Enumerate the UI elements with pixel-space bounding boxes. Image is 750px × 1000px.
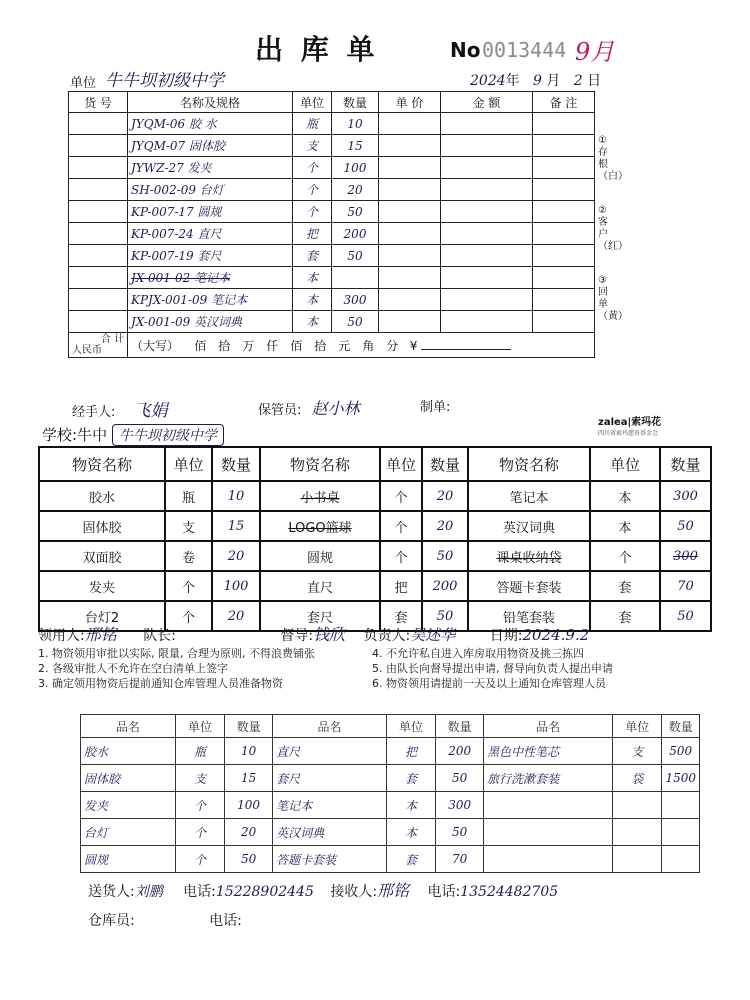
material-unit: 个 (165, 601, 212, 631)
slip-row (69, 223, 595, 245)
slip-price (379, 201, 441, 223)
form-school: 学校:牛中 牛牛坝初级中学 (42, 424, 224, 446)
materials-header: 数量 (212, 447, 260, 481)
slip-amount (441, 157, 533, 179)
slip-header: 货 号 (69, 92, 128, 113)
slip-qty: 100 (332, 157, 379, 179)
slip-note (533, 135, 595, 157)
slip-price (379, 157, 441, 179)
slip-unit: 把 (293, 223, 332, 245)
material-qty: 50 (422, 601, 468, 631)
material-unit: 个 (380, 511, 422, 541)
delivery-item-name (484, 846, 613, 873)
slip-date-year: 2024 (470, 73, 506, 89)
material-name: 双面胶 (39, 541, 165, 571)
slip-month-mark: 9月 (575, 38, 615, 66)
school-handwritten: 牛牛坝初级中学 (112, 424, 224, 446)
rule-item: 3. 确定领用物资后提前通知仓库管理人员准备物资 (38, 677, 283, 690)
slip-total-label: 合 计 人民币 (69, 333, 128, 358)
delivery-qty: 70 (436, 846, 484, 873)
material-qty: 50 (660, 511, 711, 541)
slip-note (533, 289, 595, 311)
slip-side-notes (598, 135, 628, 345)
slip-header: 名称及规格 (128, 92, 293, 113)
slip-code (69, 267, 128, 289)
slip-note (533, 223, 595, 245)
slip-qty: 20 (332, 179, 379, 201)
slip-price (379, 311, 441, 333)
slip-amount (441, 179, 533, 201)
delivery-qty: 50 (436, 765, 484, 792)
delivery-qty: 200 (436, 738, 484, 765)
delivery-unit: 支 (613, 738, 662, 765)
slip-amount (441, 267, 533, 289)
slip-price (379, 267, 441, 289)
delivery-item-name: 直尺 (273, 738, 387, 765)
slip-date: 2024年 9 月 2 日 (470, 73, 602, 89)
slip-handler: 经手人: 飞娟 (72, 401, 168, 421)
delivery-row (81, 738, 700, 765)
delivery-item-name: 发夹 (81, 792, 176, 819)
delivery-header: 数量 (662, 715, 700, 738)
material-name: 答题卡套装 (468, 571, 590, 601)
slip-price (379, 223, 441, 245)
delivery-item-name: 笔记本 (273, 792, 387, 819)
delivery-qty: 50 (225, 846, 273, 873)
slip-row (69, 113, 595, 135)
slip-table (68, 91, 595, 358)
slip-maker: 制单: (420, 400, 451, 415)
slip-code (69, 201, 128, 223)
material-qty: 20 (422, 511, 468, 541)
material-unit: 套 (590, 571, 660, 601)
material-unit: 卷 (165, 541, 212, 571)
material-unit: 个 (590, 541, 660, 571)
delivery-unit: 袋 (613, 765, 662, 792)
delivery-item-name (484, 819, 613, 846)
total-underline (421, 349, 511, 350)
material-name: 台灯2 (39, 601, 165, 631)
materials-header: 单位 (380, 447, 422, 481)
slip-header-row (69, 92, 595, 113)
material-name: 英汉词典 (468, 511, 590, 541)
material-name: 直尺 (260, 571, 380, 601)
form-signatures: 领用人:邢铭 队长: 督导:钱欣 负责人:吴述华 日期:2024.9.2 (38, 625, 590, 644)
slip-header: 金 额 (441, 92, 533, 113)
delivery-unit (613, 819, 662, 846)
material-name: 固体胶 (39, 511, 165, 541)
rule-item: 6. 物资领用请提前一天及以上通知仓库管理人员 (372, 677, 606, 690)
delivery-item-name (484, 792, 613, 819)
material-name: 笔记本 (468, 481, 590, 511)
slip-code (69, 289, 128, 311)
delivery-qty: 15 (225, 765, 273, 792)
delivery-header: 单位 (175, 715, 224, 738)
slip-row (69, 267, 595, 289)
slip-qty: 15 (332, 135, 379, 157)
material-qty: 20 (212, 541, 260, 571)
delivery-item-name: 英汉词典 (273, 819, 387, 846)
slip-unit: 瓶 (293, 113, 332, 135)
material-name: 圆规 (260, 541, 380, 571)
materials-header: 物资名称 (39, 447, 165, 481)
slip-amount (441, 245, 533, 267)
slip-item-name: KP-007-17 圆规 (128, 201, 293, 223)
delivery-item-name: 固体胶 (81, 765, 176, 792)
material-name: 胶水 (39, 481, 165, 511)
slip-qty: 50 (332, 311, 379, 333)
material-qty: 100 (212, 571, 260, 601)
slip-price (379, 289, 441, 311)
slip-unit: 个 (293, 157, 332, 179)
material-qty: 20 (422, 481, 468, 511)
rule-item: 2. 各级审批人不允许在空白清单上签字 (38, 662, 228, 675)
slip-qty: 10 (332, 113, 379, 135)
material-unit: 支 (165, 511, 212, 541)
delivery-qty: 100 (225, 792, 273, 819)
slip-amount (441, 135, 533, 157)
slip-note (533, 179, 595, 201)
material-qty: 15 (212, 511, 260, 541)
slip-note (533, 201, 595, 223)
slip-unit: 套 (293, 245, 332, 267)
delivery-header: 品名 (273, 715, 387, 738)
slip-row (69, 289, 595, 311)
delivery-header: 品名 (484, 715, 613, 738)
slip-code (69, 135, 128, 157)
delivery-qty: 10 (225, 738, 273, 765)
slip-amount (441, 223, 533, 245)
slip-code (69, 311, 128, 333)
warehouse-line: 仓库员: 电话: (88, 913, 242, 929)
material-unit: 套 (590, 601, 660, 631)
slip-qty (332, 267, 379, 289)
slip-qty: 300 (332, 289, 379, 311)
slip-item-name: JX-001-02 笔记本 (128, 267, 293, 289)
delivery-row (81, 765, 700, 792)
slip-qty: 200 (332, 223, 379, 245)
rule-item: 4. 不允许私自进入库房取用物资及挑三拣四 (372, 647, 584, 660)
slip-total-row (69, 333, 595, 358)
slip-note (533, 311, 595, 333)
slip-row (69, 157, 595, 179)
material-name: 套尺 (260, 601, 380, 631)
delivery-item-name: 黑色中性笔芯 (484, 738, 613, 765)
slip-header: 单位 (293, 92, 332, 113)
slip-unit: 个 (293, 201, 332, 223)
slip-price (379, 245, 441, 267)
delivery-signatures: 送货人:刘鹏 电话:15228902445 接收人:邢铭 电话:13524482705 (88, 881, 559, 900)
delivery-unit: 个 (175, 846, 224, 873)
slip-item-name: SH-002-09 台灯 (128, 179, 293, 201)
delivery-unit: 个 (175, 819, 224, 846)
slip-unit: 个 (293, 179, 332, 201)
material-name: 课桌收纳袋 (468, 541, 590, 571)
slip-qty: 50 (332, 245, 379, 267)
delivery-qty (662, 846, 700, 873)
slip-header: 数量 (332, 92, 379, 113)
slip-note (533, 245, 595, 267)
material-qty: 300 (660, 541, 711, 571)
slip-code (69, 113, 128, 135)
material-qty: 10 (212, 481, 260, 511)
delivery-unit: 本 (386, 792, 435, 819)
delivery-item-name: 答题卡套装 (273, 846, 387, 873)
materials-row (39, 481, 711, 511)
slip-code (69, 157, 128, 179)
slip-note (533, 157, 595, 179)
slip-unit: 本 (293, 289, 332, 311)
slip-header: 备 注 (533, 92, 595, 113)
slip-code (69, 179, 128, 201)
delivery-unit: 本 (386, 819, 435, 846)
materials-header: 物资名称 (468, 447, 590, 481)
material-qty: 70 (660, 571, 711, 601)
slip-number: 0013444 (482, 38, 567, 62)
delivery-qty: 1500 (662, 765, 700, 792)
delivery-header: 单位 (386, 715, 435, 738)
slip-unit: 本 (293, 311, 332, 333)
side-note: ①存根（白） (598, 135, 628, 182)
slip-row (69, 135, 595, 157)
slip-qty: 50 (332, 201, 379, 223)
slip-item-name: JYQM-07 固体胶 (128, 135, 293, 157)
material-unit: 个 (165, 571, 212, 601)
material-qty: 300 (660, 481, 711, 511)
rule-item: 5. 由队长向督导提出申请, 督导向负责人提出申请 (372, 662, 613, 675)
rules-left (38, 646, 368, 691)
slip-unit: 支 (293, 135, 332, 157)
material-unit: 瓶 (165, 481, 212, 511)
delivery-unit: 瓶 (175, 738, 224, 765)
materials-row (39, 511, 711, 541)
delivery-unit: 把 (386, 738, 435, 765)
slip-header: 单 价 (379, 92, 441, 113)
material-unit: 把 (380, 571, 422, 601)
slip-keeper: 保管员: 赵小林 (258, 399, 360, 418)
slip-amount (441, 289, 533, 311)
material-unit: 本 (590, 511, 660, 541)
slip-date-day: 2 (573, 73, 583, 89)
slip-row (69, 311, 595, 333)
slip-row (69, 179, 595, 201)
material-qty: 20 (212, 601, 260, 631)
delivery-unit (613, 846, 662, 873)
delivery-qty (662, 792, 700, 819)
materials-row (39, 571, 711, 601)
material-unit: 个 (380, 541, 422, 571)
delivery-qty: 300 (436, 792, 484, 819)
delivery-table (80, 714, 700, 873)
delivery-unit: 支 (175, 765, 224, 792)
slip-code (69, 223, 128, 245)
material-name: LOGO篮球 (260, 511, 380, 541)
delivery-unit: 套 (386, 765, 435, 792)
rules-right (372, 646, 712, 691)
delivery-item-name: 胶水 (81, 738, 176, 765)
slip-unit-label: 单位 (70, 76, 97, 91)
slip-total-amount: （大写） 佰 拾 万 仟 佰 拾 元 角 分 ¥ (128, 333, 595, 358)
slip-amount (441, 201, 533, 223)
material-unit: 本 (590, 481, 660, 511)
slip-note (533, 267, 595, 289)
slip-item-name: KP-007-19 套尺 (128, 245, 293, 267)
delivery-qty (662, 819, 700, 846)
material-qty: 200 (422, 571, 468, 601)
materials-header: 单位 (590, 447, 660, 481)
materials-header: 单位 (165, 447, 212, 481)
delivery-item-name: 圆规 (81, 846, 176, 873)
materials-header-row (39, 447, 711, 481)
slip-title: 出 库 单 (255, 33, 379, 66)
side-note: ③回单（黄） (598, 275, 628, 322)
slip-item-name: KP-007-24 直尺 (128, 223, 293, 245)
materials-row (39, 541, 711, 571)
side-note: ②客户（红） (598, 205, 628, 252)
materials-table (38, 446, 712, 632)
delivery-qty: 50 (436, 819, 484, 846)
material-name: 小书桌 (260, 481, 380, 511)
material-qty: 50 (660, 601, 711, 631)
delivery-row (81, 846, 700, 873)
material-name: 铅笔套装 (468, 601, 590, 631)
delivery-qty: 500 (662, 738, 700, 765)
slip-item-name: KPJX-001-09 笔记本 (128, 289, 293, 311)
slip-amount (441, 311, 533, 333)
slip-amount (441, 113, 533, 135)
material-unit: 套 (380, 601, 422, 631)
delivery-header: 数量 (225, 715, 273, 738)
brand-logo: zalea|索玛花 四川省索玛慈善基金会 (598, 417, 662, 437)
slip-item-name: JYWZ-27 发夹 (128, 157, 293, 179)
slip-row (69, 245, 595, 267)
material-unit: 个 (380, 481, 422, 511)
delivery-row (81, 792, 700, 819)
slip-item-name: JX-001-09 英汉词典 (128, 311, 293, 333)
delivery-qty: 20 (225, 819, 273, 846)
delivery-row (81, 819, 700, 846)
slip-price (379, 179, 441, 201)
slip-number-label: No (450, 38, 481, 62)
slip-unit-value: 牛牛坝初级中学 (105, 71, 224, 91)
material-name: 发夹 (39, 571, 165, 601)
slip-code (69, 245, 128, 267)
delivery-item-name: 台灯 (81, 819, 176, 846)
slip-item-name: JYQM-06 胶 水 (128, 113, 293, 135)
materials-header: 物资名称 (260, 447, 380, 481)
delivery-header-row (81, 715, 700, 738)
slip-unit: 本 (293, 267, 332, 289)
slip-date-month: 9 (533, 73, 542, 89)
delivery-header: 数量 (436, 715, 484, 738)
material-qty: 50 (422, 541, 468, 571)
delivery-unit: 套 (386, 846, 435, 873)
delivery-item-name: 旅行洗漱套装 (484, 765, 613, 792)
delivery-header: 单位 (613, 715, 662, 738)
delivery-item-name: 套尺 (273, 765, 387, 792)
delivery-unit (613, 792, 662, 819)
delivery-header: 品名 (81, 715, 176, 738)
slip-row (69, 201, 595, 223)
delivery-unit: 个 (175, 792, 224, 819)
materials-header: 数量 (422, 447, 468, 481)
slip-price (379, 113, 441, 135)
rule-item: 1. 物资领用审批以实际, 限量, 合理为原则, 不得浪费铺张 (38, 647, 315, 660)
slip-price (379, 135, 441, 157)
materials-header: 数量 (660, 447, 711, 481)
slip-note (533, 113, 595, 135)
